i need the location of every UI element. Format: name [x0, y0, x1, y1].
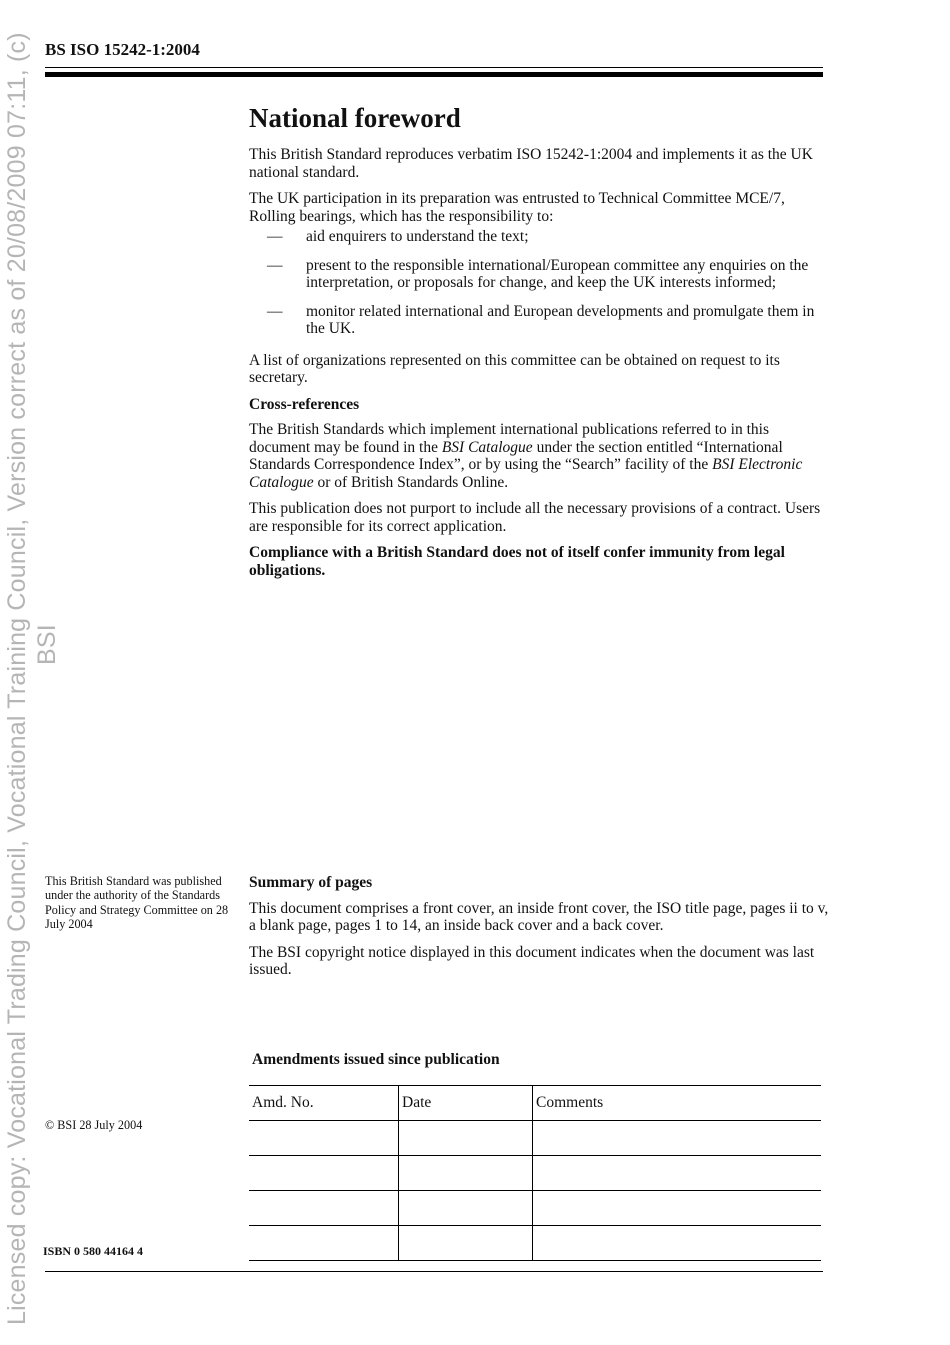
- column-header: Comments: [533, 1086, 822, 1121]
- compliance-statement: Compliance with a British Standard does not of itself confer immunity from legal obligations.: [249, 544, 785, 579]
- list-item: — present to the responsible international/European committee any enquiries on the interpretation, or proposals for change, and keep the UK interests informed;: [267, 256, 809, 291]
- responsibility-list: [249, 228, 829, 338]
- summary-heading: Summary of pages: [249, 874, 373, 891]
- page-title: National foreword: [249, 103, 461, 133]
- watermark-line-1: Licensed copy: Vocational Trading Council, Vocational Training Council, Version correct as of 20/08/2009 07:11, (c): [3, 32, 31, 1325]
- amendments-title: Amendments issued since publication: [252, 1051, 500, 1068]
- list-item: — aid enquirers to understand the text;: [267, 228, 529, 245]
- cross-references-heading: Cross-references: [249, 395, 360, 413]
- watermark-line-2: BSI: [33, 624, 61, 665]
- list-item: — monitor related international and European developments and promulgate them in the UK.: [267, 302, 815, 337]
- table-header-row: [249, 1086, 821, 1121]
- bsi-catalogue-ref: BSI Catalogue: [441, 438, 533, 456]
- summary-paragraph: This document comprises a front cover, an inside front cover, the ISO title page, pages ii to v, a blank page, pages 1 to 14, an inside back cover and a back cover.: [249, 899, 829, 934]
- table-row: [249, 1191, 821, 1226]
- column-header: Amd. No.: [249, 1086, 399, 1121]
- participation-paragraph: The UK participation in its preparation was entrusted to Technical Committee MCE/7, Rolling bearings, which has the responsibility to:: [249, 190, 785, 225]
- provisions-paragraph: This publication does not purport to include all the necessary provisions of a contract. Users are responsible for its correct application.: [249, 500, 821, 535]
- table-row: [249, 1156, 821, 1191]
- bsi-electronic-catalogue-ref: BSI Electronic Catalogue: [249, 456, 803, 491]
- isbn: ISBN 0 580 44164 4: [43, 1244, 144, 1258]
- header-rule-thin: [45, 67, 823, 68]
- table-row: [249, 1226, 821, 1261]
- summary-of-pages: [249, 874, 839, 988]
- cross-references-paragraph: The British Standards which implement international publications referred to in this document may be found in the BSI Catalogue under the section entitled “International Standards Correspondence Index”, or by using the “Search” facility of the BSI Electronic Catalogue or of British Standards Online.: [249, 421, 803, 491]
- publication-note: This British Standard was published under the authority of the Standards Policy and Strategy Committee on 28 July 2004: [45, 874, 229, 932]
- national-foreword: [249, 100, 829, 588]
- header-rule-thick: [45, 72, 823, 77]
- table-row: [249, 1121, 821, 1156]
- committee-paragraph: A list of organizations represented on this committee can be obtained on request to its secretary.: [249, 351, 780, 386]
- copyright-notice-paragraph: The BSI copyright notice displayed in this document indicates when the document was last issued.: [249, 943, 815, 978]
- standard-code: BS ISO 15242-1:2004: [45, 40, 200, 59]
- copyright-date: © BSI 28 July 2004: [45, 1118, 143, 1132]
- amendments-table: [249, 1085, 821, 1261]
- column-header: Date: [399, 1086, 533, 1121]
- footer-rule: [45, 1271, 823, 1272]
- intro-paragraph: This British Standard reproduces verbatim ISO 15242-1:2004 and implements it as the UK national standard.: [249, 146, 813, 181]
